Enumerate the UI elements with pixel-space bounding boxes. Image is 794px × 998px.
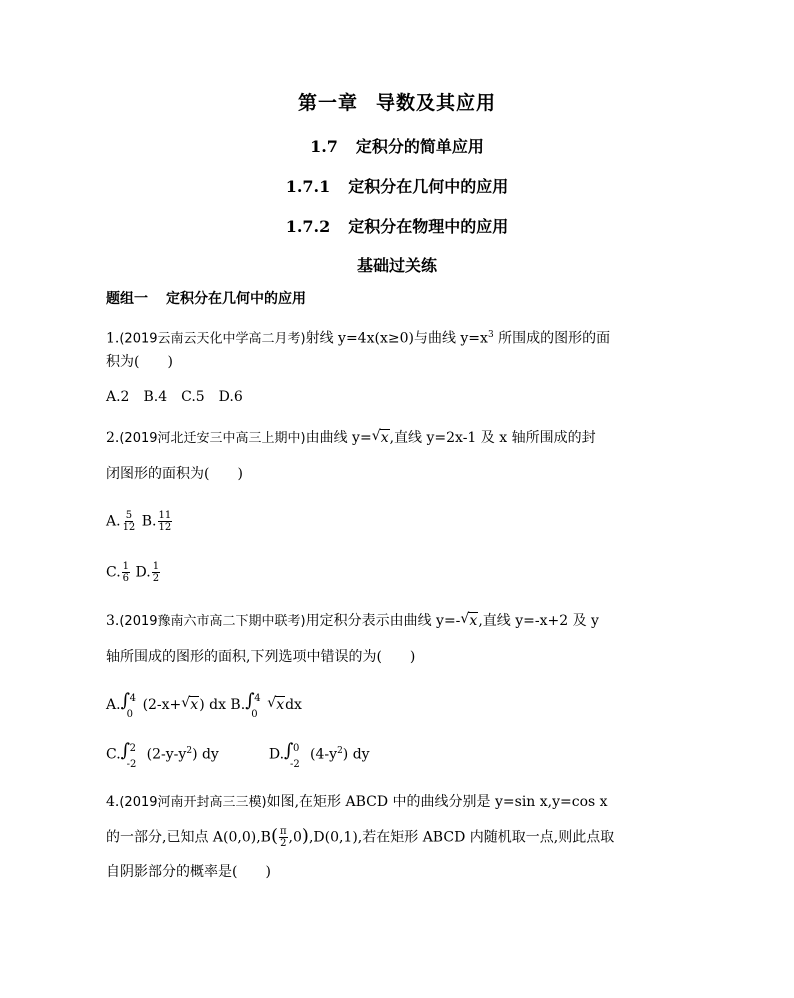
option-c-expr-end: ) dy: [192, 746, 219, 763]
question-2-number: 2.: [106, 430, 120, 446]
option-a-expr: (2-x+: [142, 697, 182, 713]
question-4-line-3: 自阴影部分的概率是( ): [106, 864, 271, 880]
option-d-fraction: $\frac{1}{2}$: [152, 561, 160, 584]
question-3-source: (2019豫南六市高二下期中联考): [119, 614, 306, 629]
subsection-number-2: 1.7.2: [285, 217, 331, 236]
option-d-expr: (4-y: [310, 746, 338, 763]
subsection-number-1: 1.7.1: [285, 177, 331, 196]
question-1-number: 1.: [106, 330, 120, 347]
section-title: 定积分的简单应用: [355, 137, 484, 156]
group-heading: [106, 289, 306, 309]
left-paren-icon: (: [270, 825, 278, 847]
question-1-text-end: 所围成的图形的面: [493, 330, 611, 347]
question-2-line-2: 闭图形的面积为( ): [106, 466, 243, 482]
subsection-title-2: 定积分在物理中的应用: [348, 217, 509, 236]
question-2-source: (2019河北迁安三中高三上期中): [119, 431, 306, 446]
sqrt-x: √ x: [460, 611, 478, 629]
question-2-text-end: ,直线 y=2x-1 及 x 轴所围成的封: [389, 430, 596, 446]
question-3-options-ab: [106, 690, 302, 720]
question-1-text: 射线 y=4x(x≥0)与曲线 y=x: [305, 330, 488, 347]
question-2-options-ab: [106, 510, 173, 533]
practice-heading: 基础过关练: [356, 256, 437, 275]
integral-sign: ∫ 4 0: [245, 690, 261, 720]
option-a-label: A.: [106, 697, 121, 713]
subsection-heading-1: [0, 174, 794, 197]
section-heading: [0, 134, 794, 157]
integral-sign: ∫ 2 -2: [120, 739, 137, 770]
option-c-fraction: $\frac{1}{6}$: [122, 561, 130, 584]
question-2-options-cd: [106, 561, 161, 584]
option-b-fraction: $\frac{11}{12}$: [158, 510, 172, 533]
group-number: 题组一: [106, 291, 148, 307]
question-3-line-2: 轴所围成的图形的面积,下列选项中错误的为( ): [106, 649, 416, 665]
sqrt-x: √ x: [267, 695, 285, 713]
question-4-line-1: [106, 792, 608, 813]
option-b-label: B.: [141, 513, 157, 530]
sqrt-x: √ x: [371, 428, 389, 446]
question-3-text: 用定积分表示由曲线 y=-: [305, 613, 461, 629]
question-4-text-3: ,D(0,1),若在矩形 ABCD 内随机取一点,则此点取: [308, 829, 615, 846]
question-4-line-2: [106, 826, 614, 849]
question-1-exponent: 3: [487, 330, 494, 340]
chapter-heading: [0, 88, 794, 115]
option-c-expr: (2-y-y: [146, 746, 187, 763]
group-title: 定积分在几何中的应用: [166, 291, 306, 307]
option-d-label: D.: [135, 564, 151, 581]
subsection-title-1: 定积分在几何中的应用: [348, 177, 509, 196]
subsection-heading-2: [0, 214, 794, 237]
option-d-label: D.: [268, 746, 285, 763]
section-number: 1.7: [310, 137, 338, 156]
option-c-label: C.: [106, 564, 121, 581]
question-4-source: (2019河南开封高三三模): [119, 795, 267, 810]
option-c-label: C.: [106, 746, 121, 763]
question-1-source: (2019云南云天化中学高二月考): [119, 331, 306, 347]
question-2-text: 由曲线 y=: [305, 430, 372, 446]
right-paren-icon: ): [301, 825, 309, 847]
question-3-number: 3.: [106, 613, 120, 629]
option-b-label: B.: [225, 697, 246, 713]
option-a-expr-end: ) dx: [199, 697, 226, 713]
question-4-point-b-y: ,0: [288, 829, 302, 846]
option-b-expr-end: dx: [285, 697, 302, 713]
question-3-text-end: ,直线 y=-x+2 及 y: [478, 613, 599, 629]
question-4-text: 如图,在矩形 ABCD 中的曲线分别是 y=sin x,y=cos x: [266, 794, 608, 810]
chapter-number: 第一章: [297, 92, 358, 114]
pi-over-two: $\frac{\pi}{2}$: [279, 826, 287, 849]
integral-sign: ∫ 4 0: [120, 690, 136, 720]
question-1-line-2: 积为( ): [106, 354, 173, 370]
question-2-line-1: [106, 428, 596, 449]
question-3-line-1: [106, 611, 599, 632]
option-d-exponent: 2: [337, 746, 343, 756]
question-3-options-cd: [106, 739, 370, 770]
option-a-fraction: $\frac{5}{12}$: [122, 510, 136, 533]
question-4-text-2: 的一部分,已知点 A(0,0),B: [106, 829, 271, 846]
option-a-label: A.: [106, 513, 121, 530]
question-4-number: 4.: [106, 794, 120, 810]
chapter-title: 导数及其应用: [376, 92, 497, 114]
option-d-expr-end: ) dy: [342, 746, 370, 763]
sqrt-x: √ x: [181, 695, 199, 713]
question-1-line-1: [106, 325, 610, 350]
option-c-exponent: 2: [186, 746, 193, 756]
integral-sign: ∫ 0 -2: [284, 739, 300, 770]
question-1-options: A.2 B.4 C.5 D.6: [106, 389, 243, 405]
